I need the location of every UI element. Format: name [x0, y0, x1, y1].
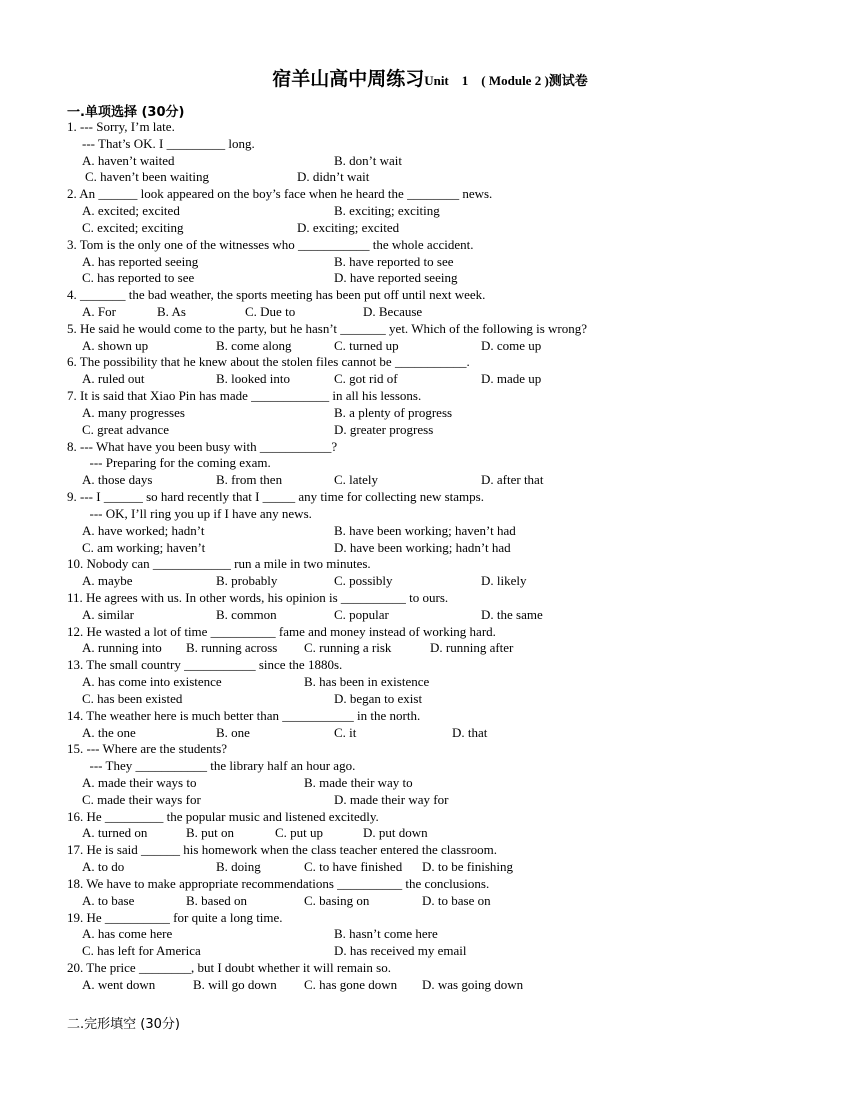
question-stem: 9. --- I ______ so hard recently that I _____ any time for collecting new stamps. [67, 489, 484, 505]
question-stem: 18. We have to make appropriate recommendations __________ the conclusions. [67, 875, 490, 891]
answer-option: D. running after [430, 640, 514, 656]
answer-option: C. lately [334, 472, 379, 488]
question-stem: 20. The price ________, but I doubt whether it will remain so. [67, 960, 391, 975]
answer-option: A. many progresses [82, 404, 185, 420]
answer-option: B. from then [216, 472, 283, 488]
answer-option: A. made their ways to [82, 774, 197, 790]
answer-option: A. maybe [82, 573, 133, 589]
answer-option: B. put on [186, 825, 235, 841]
question-dialogue: --- They ___________ the library half an hour ago. [89, 758, 356, 774]
answer-option: D. come up [481, 337, 542, 353]
answer-option: A. For [82, 304, 116, 320]
answer-option: B. has been in existence [304, 674, 430, 690]
answer-option: B. have reported to see [334, 253, 454, 269]
answer-option: D. after that [481, 472, 544, 488]
question-stem: 7. It is said that Xiao Pin has made ____________ in all his lessons. [67, 388, 422, 404]
answer-option: A. ruled out [82, 371, 145, 387]
answer-option: D. have reported seeing [334, 270, 458, 286]
answer-option: D. exciting; excited [297, 219, 400, 235]
answer-option: A. to do [82, 859, 125, 875]
answer-option: A. running into [82, 640, 162, 656]
answer-option: C. to have finished [304, 859, 403, 875]
answer-option: D. greater progress [334, 421, 434, 437]
question-dialogue: --- Preparing for the coming exam. [89, 455, 271, 471]
answer-option: D. made up [481, 371, 542, 387]
answer-option: B. made their way to [304, 774, 413, 790]
question-stem: 16. He _________ the popular music and listened excitedly. [67, 808, 379, 824]
answer-option: C. Due to [245, 304, 296, 320]
title-unit: Unit 1 ( Module 2 ) [424, 73, 549, 88]
answer-option: D. to base on [422, 892, 491, 908]
question-stem: 13. The small country ___________ since the 1880s. [67, 657, 343, 673]
answer-option: B. common [216, 606, 277, 622]
question-dialogue: --- That’s OK. I _________ long. [82, 135, 255, 151]
question-stem: 17. He is said ______ his homework when the class teacher entered the classroom. [67, 842, 497, 858]
question-stem: 10. Nobody can ____________ run a mile in two minutes. [67, 556, 371, 572]
answer-option: A. turned on [82, 825, 148, 841]
answer-option: B. don’t wait [334, 152, 403, 168]
question-stem: 14. The weather here is much better than ___________ in the north. [67, 707, 421, 723]
answer-option: D. began to exist [334, 690, 423, 706]
answer-option: B. have been working; haven’t had [334, 522, 516, 538]
answer-option: C. possibly [334, 573, 393, 589]
answer-option: D. Because [363, 304, 423, 320]
question-dialogue: --- OK, I’ll ring you up if I have any news. [89, 505, 312, 521]
answer-option: C. got rid of [334, 371, 398, 387]
answer-option: C. running a risk [304, 640, 392, 656]
question-stem: 12. He wasted a lot of time __________ fame and money instead of working hard. [67, 623, 496, 639]
answer-option: C. haven’t been waiting [85, 169, 209, 185]
answer-option: B. exciting; exciting [334, 203, 440, 219]
answer-option: B. come along [216, 337, 292, 353]
section-heading-cloze: 二.完形填空 (30分) [67, 1017, 180, 1032]
answer-option: C. turned up [334, 337, 399, 353]
answer-option: C. am working; haven’t [82, 539, 206, 555]
answer-option: A. went down [82, 976, 156, 992]
answer-option: B. based on [186, 892, 248, 908]
answer-option: A. those days [82, 472, 153, 488]
answer-option: C. basing on [304, 892, 370, 908]
answer-option: B. hasn’t come here [334, 926, 438, 942]
answer-option: A. has come here [82, 926, 173, 942]
answer-option: B. looked into [216, 371, 291, 387]
question-stem: 1. --- Sorry, I’m late. [67, 119, 175, 134]
answer-option: B. probably [216, 573, 278, 589]
answer-option: B. running across [186, 640, 278, 656]
answer-option: C. great advance [82, 421, 169, 437]
answer-option: C. made their ways for [82, 791, 201, 807]
answer-option: C. put up [275, 825, 324, 841]
answer-option: D. likely [481, 573, 527, 589]
question-stem: 3. Tom is the only one of the witnesses who ___________ the whole accident. [67, 236, 474, 252]
answer-option: A. has come into existence [82, 674, 222, 690]
answer-option: A. haven’t waited [82, 152, 175, 168]
question-stem: 15. --- Where are the students? [67, 741, 228, 757]
question-stem: 8. --- What have you been busy with ___________? [67, 438, 338, 454]
question-stem: 4. _______ the bad weather, the sports meeting has been put off until next week. [67, 287, 486, 303]
page-title [0, 64, 860, 91]
answer-option: C. it [334, 724, 357, 740]
question-stem: 19. He __________ for quite a long time. [67, 909, 283, 925]
question-stem: 2. An ______ look appeared on the boy’s face when he heard the ________ news. [67, 186, 493, 202]
answer-option: A. shown up [82, 337, 149, 353]
answer-option: B. doing [216, 859, 261, 875]
answer-option: D. made their way for [334, 791, 449, 807]
question-stem: 6. The possibility that he knew about the stolen files cannot be ___________. [67, 354, 470, 370]
answer-option: B. a plenty of progress [334, 404, 453, 420]
section-heading-single-choice: 一.单项选择 (30分) [67, 105, 185, 120]
answer-option: C. has left for America [82, 943, 201, 959]
answer-option: B. one [216, 724, 250, 740]
answer-option: D. that [452, 724, 488, 740]
answer-option: A. excited; excited [82, 203, 180, 219]
answer-option: D. was going down [422, 976, 524, 992]
answer-option: D. have been working; hadn’t had [334, 539, 511, 555]
answer-option: D. has received my email [334, 943, 467, 959]
answer-option: C. has been existed [82, 690, 183, 706]
answer-option: A. the one [82, 724, 136, 740]
answer-option: A. to base [82, 892, 135, 908]
answer-option: C. has gone down [304, 976, 398, 992]
answer-option: B. will go down [193, 976, 277, 992]
answer-option: A. have worked; hadn’t [82, 522, 205, 538]
question-stem: 5. He said he would come to the party, but he hasn’t _______ yet. Which of the following is wrong? [67, 320, 588, 336]
title-chinese: 宿羊山高中周练习 [272, 68, 425, 90]
answer-option: D. didn’t wait [297, 169, 370, 185]
answer-option: D. put down [363, 825, 428, 841]
title-suffix: 测试卷 [548, 74, 588, 89]
answer-option: A. has reported seeing [82, 253, 199, 269]
answer-option: C. has reported to see [82, 270, 195, 286]
answer-option: C. excited; exciting [82, 219, 184, 235]
answer-option: D. to be finishing [422, 859, 513, 875]
answer-option: C. popular [334, 606, 389, 622]
answer-option: B. As [157, 304, 186, 320]
answer-option: A. similar [82, 606, 134, 622]
question-stem: 11. He agrees with us. In other words, his opinion is __________ to ours. [67, 589, 449, 605]
answer-option: D. the same [481, 606, 543, 622]
